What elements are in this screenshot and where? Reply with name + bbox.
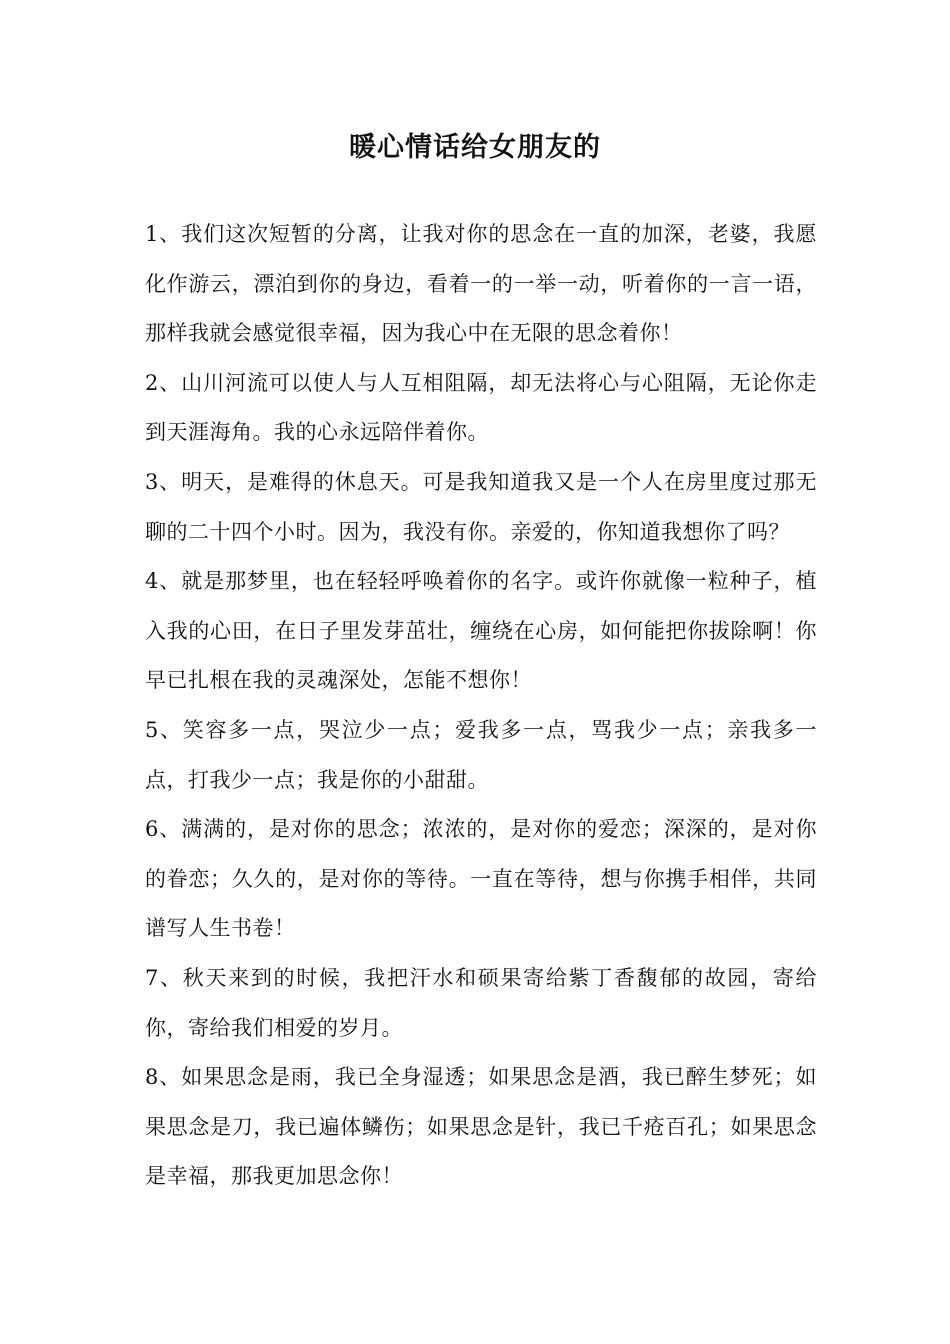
paragraph-8: 8、如果思念是雨，我已全身湿透；如果思念是酒，我已醉生梦死；如果思念是刀，我已遍体鳞伤；如果思念是针，我已千疮百孔；如果思念是幸福，那我更加思念你！ [145,1065,817,1189]
paragraph-6: 6、满满的，是对你的思念；浓浓的，是对你的爱恋；深深的，是对你的眷恋；久久的，是对你的等待。一直在等待，想与你携手相伴，共同谱写人生书卷！ [145,817,817,941]
paragraph-2: 2、山川河流可以使人与人互相阻隔，却无法将心与心阻隔，无论你走到天涯海角。我的心永远陪伴着你。 [145,370,817,445]
document-title: 暖心情话给女朋友的 [349,132,601,163]
document-body [145,210,817,1202]
paragraph-7: 7、秋天来到的时候，我把汗水和硕果寄给紫丁香馥郁的故园，寄给你，寄给我们相爱的岁月。 [145,965,817,1040]
paragraph-5: 5、笑容多一点，哭泣少一点；爱我多一点，骂我少一点；亲我多一点，打我少一点；我是你的小甜甜。 [145,717,817,792]
paragraph-4: 4、就是那梦里，也在轻轻呼唤着你的名字。或许你就像一粒种子，植入我的心田，在日子里发芽茁壮，缠绕在心房，如何能把你拔除啊！你早已扎根在我的灵魂深处，怎能不想你！ [145,569,817,693]
paragraph-1: 1、我们这次短暂的分离，让我对你的思念在一直的加深，老婆，我愿化作游云，漂泊到你的身边，看着一的一举一动，听着你的一言一语，那样我就会感觉很幸福，因为我心中在无限的思念着你！ [145,222,817,346]
paragraph-3: 3、明天，是难得的休息天。可是我知道我又是一个人在房里度过那无聊的二十四个小时。因为，我没有你。亲爱的，你知道我想你了吗？ [145,469,817,544]
